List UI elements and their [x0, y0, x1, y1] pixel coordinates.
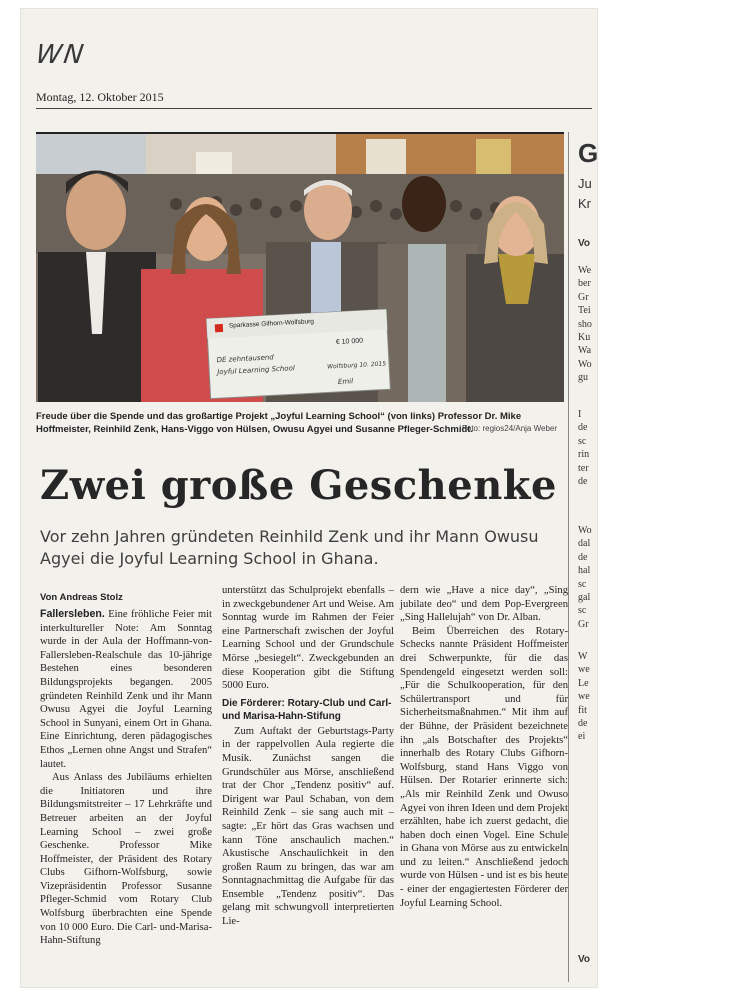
adjacent-byline-bottom: Vo [578, 954, 591, 965]
column-3-paragraph-1: dern wie „Have a nice day“, „Sing jubilate deo“ und dem Pop-Evergreen „Sing Hallelujah“ von Dr. Alban. [400, 585, 568, 624]
column-1-paragraph-1-text: Eine fröhliche Feier mit interkultureller Note: Am Sonntag wurde in der Aula der Hoffmann-von-Fallersleben-Realschule das 10-jährige Bestehen eines besonderen Bildungsprojekts begangen. 2005 gründeten Reinhild Zenk und ihr Mann Owusu Agyei die Joyful Learning School in Sunyani, einem Ort in Ghana. Eine Einrichtung, deren pädagogisches Ethos „Lernen ohne Angst und Strafen“ lautet. [40, 609, 212, 770]
divider [36, 108, 592, 109]
article-column-1 [40, 608, 212, 948]
photo-credit: Foto: regios24/Anja Weber [462, 424, 558, 433]
handwritten-masthead: WN [33, 40, 88, 70]
adjacent-headline: G [578, 138, 598, 168]
column-3-paragraph-2: Beim Überreichen des Rotary-Schecks nannte Präsident Hoffmeister drei Schwerpunkte, für die das Spendengeld eingesetzt werden soll: „Für die Schulkooperation, für den Schülertransport und für Sicherheitsmaßnahmen.“ Mit ihm auf der Bühne, der Präsident bezeichnete ihn „als Botschafter des Projekts“ innerhalb des Rotary Clubs Gifhorn-Wolfsburg, stand Hans Viggo von Hülsen. Der Rotarier erinnerte sich: „Als mir Reinhild Zenk und Owuso Agyei von ihren Ideen und dem Projekt erzählten, habe ich zuerst gedacht, die haben doch einen Vogel. Eine Schule in Ghana von Mörse aus zu entwickeln und zu leiten.“ Anschließend jedoch wurde von Hülsen - und ist es bis heute - einer der engagiertesten Förderer der Joyful Learning School. [400, 625, 568, 909]
article-subheadline: Vor zehn Jahren gründeten Reinhild Zenk und ihr Mann Owusu Agyei die Joyful Learning School in Ghana. [40, 527, 539, 568]
adjacent-article-column [568, 128, 598, 988]
adjacent-byline: Vo [578, 238, 591, 249]
dateline-place: Fallersleben. [40, 608, 105, 620]
check-amount: € 10 000 [335, 337, 364, 347]
check-line-1: DE zehntausend [216, 353, 274, 365]
photo-illustration [36, 134, 564, 402]
adjacent-subhead-1: Ju [578, 176, 592, 191]
article-column-2 [222, 584, 394, 929]
column-2-paragraph-2: Zum Auftakt der Geburtstags-Party in der rappelvollen Aula regierte die Musik. Zunächst sangen die Grundschüler aus Mörse, anschließend trat der Chor „Tendenz positiv“ auf. Dirigent war Paul Schaban, von dem Reinhild Zenk – sie sang auch mit – sagte: „Er hört das Gras wachsen und kann Töne anschaulich machen.“ Akustische Anschaulichkeit in den großen Raum zu bringen, das war am Sonntagnachmittag die Aufgabe für das Ensemble „Tendenz positiv“. Das gelang mit schwungvoll interpretierten Lie- [222, 725, 394, 928]
column-2-paragraph-1: unterstützt das Schulprojekt ebenfalls – in zweckgebundener Art und Weise. Am Sonntag wurde im Rahmen der Feier eine Partnerschaft zwischen der Joyful Learning School und der Grundschule Mörse „besiegelt“. Zweckgebunden an diese Kooperation gibt die Stiftung 5000 Euro. [222, 585, 394, 692]
article-photo [36, 132, 564, 402]
column-1-paragraph-1 [40, 608, 212, 771]
adjacent-text-4: W we Le we fit de ei [578, 651, 590, 743]
article-headline: Zwei große Geschenke [40, 462, 557, 509]
article-byline: Von Andreas Stolz [40, 592, 123, 603]
adjacent-text-3: Wo dal de hal sc gal sc Gr [578, 525, 592, 630]
column-1-paragraph-2: Aus Anlass des Jubiläums erhielten die Initiatoren und ihre Bildungsmitstreiter – 17 Lehrkräfte und Betreuer arbeiten an der Joyful Learning School – zwei große Geschenke. Professor Mike Hoffmeister, der Präsident des Rotary Clubs Gifhorn-Wolfsburg, sowie Vizepräsidentin Professor Susanne Pfleger-Schmid vom Rotary Club Wolfsburg überbrachten eine Spende von 10 000 Euro. Die Carl- und-Marisa-Hahn-Stiftung [40, 772, 212, 947]
check-place-date: Wolfsburg 10. 2015 [326, 360, 387, 371]
dateline: Montag, 12. Oktober 2015 [36, 90, 164, 104]
adjacent-text-2: I de sc rin ter de [578, 409, 590, 488]
check-bank-name: Sparkasse Gifhorn-Wolfsburg [228, 318, 315, 330]
article-column-3 [400, 584, 568, 910]
adjacent-subhead-2: Kr [578, 196, 591, 211]
adjacent-text-1: We ber Gr Tei sho Ku Wa Wo gu [578, 265, 592, 384]
photo-caption: Freude über die Spende und das großartige Projekt „Joyful Learning School“ (von links) Professor Dr. Mike Hoffmeister, Reinhild Zenk, Hans-Viggo von Hülsen, Owusu Agyei und Susanne Pfleger-Schmidt. [36, 411, 522, 435]
check-signature: Emil [337, 377, 354, 386]
column-2-subheading: Die Förderer: Rotary-Club und Carl- und Marisa-Hahn-Stifung [222, 697, 392, 722]
check-line-2: Joyful Learning School [217, 364, 296, 377]
